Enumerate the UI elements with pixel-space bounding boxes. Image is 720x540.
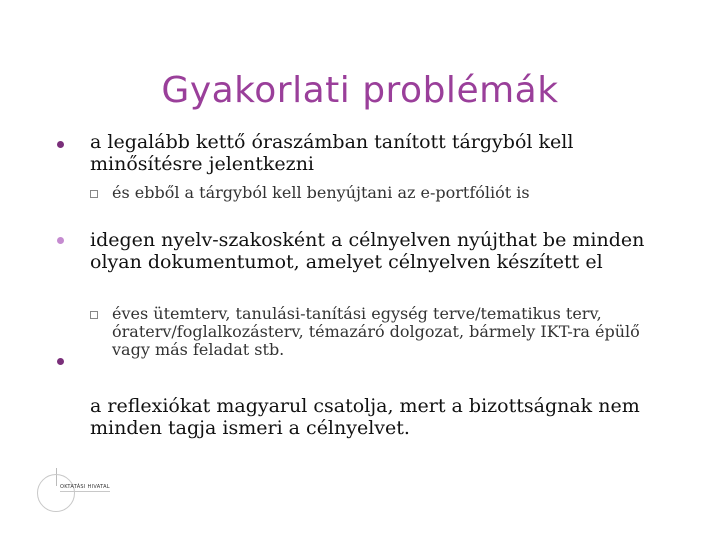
bullet-dot: [57, 358, 64, 365]
bullet-dot: [57, 141, 64, 148]
bullet-text: idegen nyelv-szakosként a célnyelven nyújthat be minden olyan dokumentumot, amelyet célnyelven készített el: [90, 229, 645, 273]
bullet-dot: [57, 237, 64, 244]
logo-circle-icon: [37, 474, 75, 512]
bullet-text: a reflexiókat magyarul csatolja, mert a bizottságnak nem minden tagja ismeri a célnyelvet.: [90, 395, 640, 439]
slide-title: Gyakorlati problémák: [161, 70, 559, 111]
bullet-text: a legalább kettő óraszámban tanított tárgyból kell minősítésre jelentkezni: [90, 131, 574, 175]
sub-bullet-marker: [90, 190, 98, 198]
sub-bullet-text: éves ütemterv, tanulási-tanítási egység terve/tematikus terv, óraterv/foglalkozásterv, témazáró dolgozat, bármely IKT-ra épülő vagy más feladat stb.: [112, 304, 640, 359]
sub-bullet-marker: [90, 311, 98, 319]
logo-text: OKTATÁSI HIVATAL: [60, 484, 110, 490]
sub-bullet-text: és ebből a tárgyból kell benyújtani az e-portfóliót is: [112, 183, 530, 202]
